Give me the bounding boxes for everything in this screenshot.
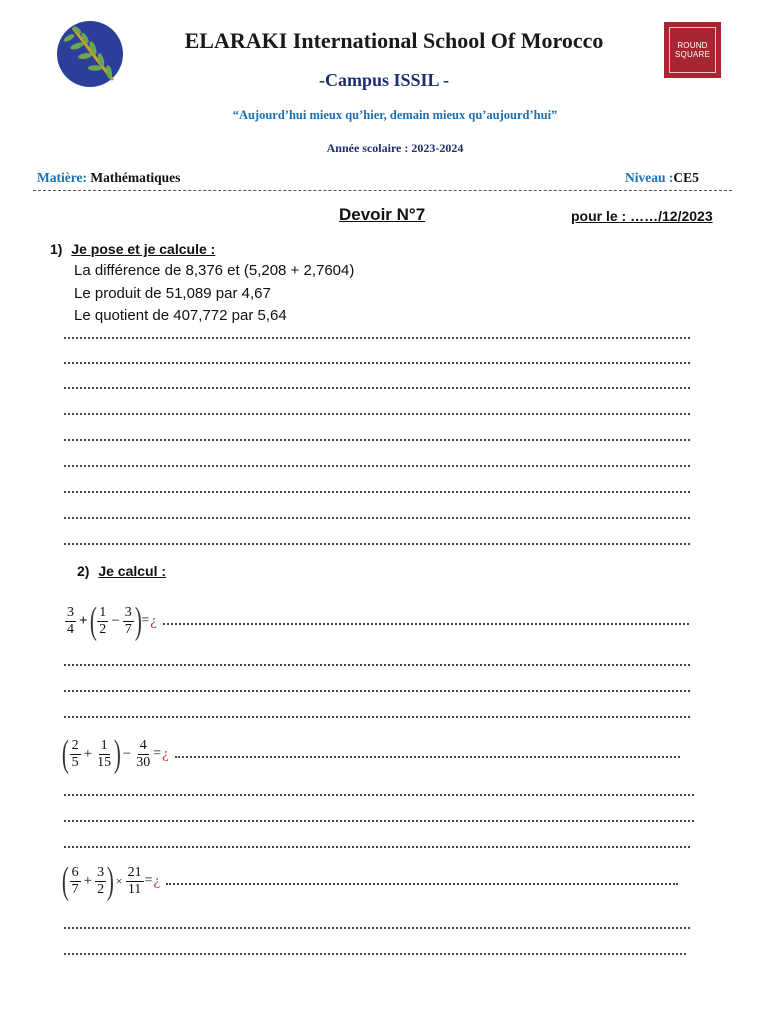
question-1-number: 1): [50, 241, 63, 257]
level-label: Niveau :: [625, 170, 674, 185]
fraction: $\frac{21}{11}$: [127, 864, 142, 897]
answer-line[interactable]: [64, 465, 690, 467]
answer-line[interactable]: [64, 362, 690, 364]
question-1-title: Je pose et je calcule :: [71, 241, 216, 257]
answer-line[interactable]: [64, 387, 690, 389]
header-divider: [33, 190, 732, 191]
answer-line[interactable]: [64, 517, 690, 519]
fraction: $\frac{3}{2}$: [97, 864, 105, 897]
level-value: CE5: [673, 170, 699, 185]
fraction: $\frac{2}{5}$: [71, 737, 79, 770]
equals-sign: =: [144, 873, 153, 888]
right-paren: ): [106, 860, 114, 902]
fraction: $\frac{3}{7}$: [124, 604, 132, 637]
answer-line[interactable]: [166, 883, 678, 885]
expression-3: [62, 862, 678, 900]
subject-row: [37, 170, 180, 186]
question-2-number: 2): [77, 563, 90, 579]
school-name: ELARAKI International School Of Morocco: [184, 28, 604, 53]
right-paren: ): [113, 733, 121, 775]
fraction: $\frac{1}{2}$: [99, 604, 107, 637]
subject-label: Matière:: [37, 170, 87, 185]
school-motto: “Aujourd’hui mieux qu’hier, demain mieux qu’aujourd’hui”: [232, 108, 558, 122]
answer-line[interactable]: [64, 439, 690, 441]
fraction: $\frac{3}{4}$: [67, 604, 74, 637]
fraction: $\frac{1}{15}$: [97, 737, 112, 770]
level-row: [625, 170, 699, 186]
question-1-heading: [50, 241, 215, 259]
answer-mark: ¿: [162, 745, 169, 762]
answer-mark: ¿: [153, 872, 161, 889]
answer-line[interactable]: [64, 543, 690, 545]
answer-line[interactable]: [64, 664, 690, 666]
operator: +: [83, 872, 93, 889]
answer-line[interactable]: [64, 794, 694, 796]
question-2-heading: [77, 563, 166, 581]
left-paren: (: [61, 860, 69, 902]
expression-2: [62, 735, 680, 773]
operator: +: [83, 745, 93, 762]
left-paren: (: [89, 600, 97, 642]
right-paren: ): [134, 600, 142, 642]
fraction: $\frac{4}{30}$: [136, 737, 151, 770]
answer-line[interactable]: [64, 953, 686, 955]
answer-line[interactable]: [163, 623, 689, 625]
answer-line[interactable]: [64, 337, 690, 339]
task-product: Le produit de 51,089 par 4,67: [74, 285, 271, 302]
subject-value: Mathématiques: [90, 170, 181, 185]
answer-mark: ¿: [150, 612, 157, 629]
left-paren: (: [61, 733, 69, 775]
answer-line[interactable]: [64, 820, 694, 822]
task-difference: La différence de 8,376 et (5,208 + 2,7604): [74, 262, 355, 279]
equals-sign: =: [153, 746, 162, 761]
task-quotient: Le quotient de 407,772 par 5,64: [74, 307, 287, 324]
answer-line[interactable]: [64, 491, 690, 493]
school-year: Année scolaire : 2023-2024: [326, 141, 464, 155]
due-date: pour le : ……/12/2023: [571, 208, 713, 224]
operator: −: [111, 612, 120, 629]
campus-name: -Campus ISSIL -: [318, 70, 450, 90]
answer-line[interactable]: [64, 927, 690, 929]
operator: ×: [115, 873, 123, 888]
fraction: $\frac{6}{7}$: [71, 864, 79, 897]
operator: +: [79, 612, 88, 629]
answer-line[interactable]: [175, 756, 680, 758]
equals-sign: =: [141, 613, 150, 628]
round-square-line2: SQUARE: [675, 50, 710, 59]
operator: −: [122, 745, 132, 762]
answer-line[interactable]: [64, 690, 690, 692]
assignment-title: Devoir N°7: [339, 205, 426, 224]
expression-1: [64, 602, 689, 640]
answer-line[interactable]: [64, 413, 690, 415]
answer-line[interactable]: [64, 846, 690, 848]
round-square-line1: ROUND: [677, 41, 708, 50]
answer-line[interactable]: [64, 716, 690, 718]
question-2-title: Je calcul :: [98, 563, 167, 579]
